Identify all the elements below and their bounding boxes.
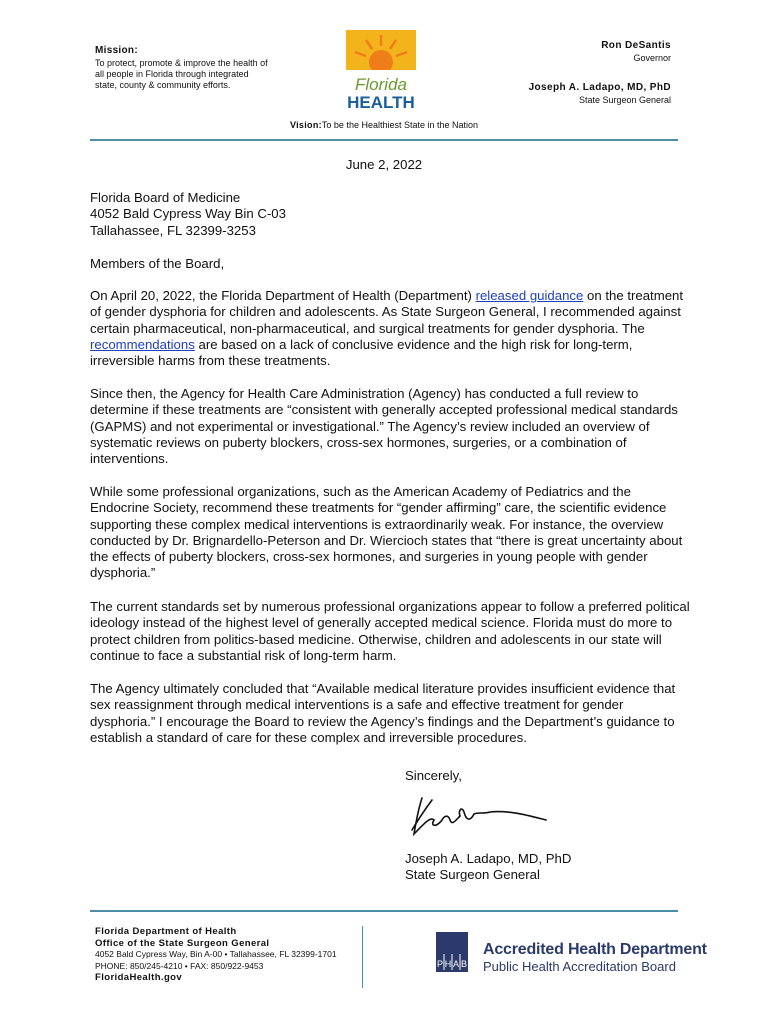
paragraph-3 xyxy=(90,484,690,582)
florida-health-logo xyxy=(342,30,420,110)
recipient-address xyxy=(90,190,690,239)
accreditation-board: Public Health Accreditation Board xyxy=(483,959,676,974)
address-line: Florida Board of Medicine xyxy=(90,190,241,205)
recommendations-link[interactable]: recommendations xyxy=(90,336,195,352)
paragraph-5-text: The Agency ultimately concluded that “Available medical literature provides insufficient evidence that sex reassignment through medical interventions is a safe and effective treatment for gender dysphoria.” I encourage the Board to review the Agency’s findings and the Department’s guidance to establish a standard of care for these complex and irreversible procedures. xyxy=(90,681,676,745)
officials-block xyxy=(529,40,671,106)
vision-text: To be the Healthiest State in the Nation xyxy=(321,120,479,130)
footer-contact xyxy=(95,926,337,984)
phab-logo xyxy=(436,932,468,972)
phab-letter: B xyxy=(460,959,468,969)
footer-website: FloridaHealth.gov xyxy=(95,972,183,983)
signer-block xyxy=(405,851,571,884)
footer-department: Florida Department of Health xyxy=(95,926,237,937)
mission-statement xyxy=(95,45,270,91)
governor-title: Governor xyxy=(633,53,671,63)
phab-letter: A xyxy=(452,959,460,969)
paragraph-1-text: On April 20, 2022, the Florida Department of Health (Department) xyxy=(90,288,476,303)
handwritten-signature xyxy=(400,790,550,845)
accredited-title: Accredited Health Department xyxy=(483,941,707,958)
footer-office: Office of the State Surgeon General xyxy=(95,937,270,949)
mission-text: To protect, promote & improve the health of all people in Florida through integrated state, county & community efforts. xyxy=(95,58,268,90)
vision-label: Vision: xyxy=(289,120,322,130)
paragraph-1-text: on the treatment of gender dysphoria for children and adolescents. As State Surgeon General, I recommended against certain pharmaceutical, non-pharmaceutical, and surgical treatments for gender dysphoria. The xyxy=(90,288,684,336)
paragraph-2 xyxy=(90,386,690,467)
paragraph-4 xyxy=(90,599,690,664)
address-line: 4052 Bald Cypress Way Bin C-03 xyxy=(90,206,286,222)
paragraph-2-text: Since then, the Agency for Health Care Administration (Agency) has conducted a full review to determine if these treatments are “consistent with generally accepted professional medical standards (GAPMS) and not experimental or investigational.” The Agency’s review included an overview of systematic reviews on puberty blockers, cross-sex hormones, surgeries, or a combination of interventions. xyxy=(90,386,678,467)
header-divider xyxy=(90,139,678,141)
signer-title: State Surgeon General xyxy=(405,867,540,883)
paragraph-1-text: are based on a lack of conclusive evidence and the high risk for long-term, irreversible harms from these treatments. xyxy=(90,336,633,369)
logo-word-health: HEALTH xyxy=(347,93,415,110)
closing: Sincerely, xyxy=(405,768,462,783)
paragraph-1 xyxy=(90,288,690,369)
letter-date: June 2, 2022 xyxy=(345,157,423,172)
paragraph-3-text: While some professional organizations, such as the American Academy of Pediatrics and the Endocrine Society, recommend these treatments for “gender affirming” care, the scientific evidence supporting these complex medical interventions is extraordinarily weak. For instance, the overview conducted by Dr. Brignardello-Peterson and Dr. Wiercioch states that “there is great uncertainty about the effects of puberty blockers, cross-sex hormones, and surgeries in young people with gender dysphoria.” xyxy=(90,484,683,581)
footer-divider xyxy=(90,910,678,912)
paragraph-5 xyxy=(90,681,690,746)
logo-word-florida: Florida xyxy=(355,75,407,94)
footer-phone: PHONE: 850/245-4210 • FAX: 850/922-9453 xyxy=(95,960,264,971)
governor-name: Ron DeSantis xyxy=(601,40,671,51)
phab-letter: P xyxy=(436,959,444,969)
vision-statement xyxy=(0,120,768,130)
phab-letter: H xyxy=(444,959,452,969)
released-guidance-link[interactable]: released guidance xyxy=(475,288,584,303)
salutation: Members of the Board, xyxy=(90,256,225,271)
surgeon-general-name: Joseph A. Ladapo, MD, PhD xyxy=(528,82,671,93)
footer-vertical-divider xyxy=(362,926,363,988)
signer-name: Joseph A. Ladapo, MD, PhD xyxy=(405,851,572,866)
address-line: Tallahassee, FL 32399-3253 xyxy=(90,222,256,238)
mission-title: Mission: xyxy=(95,45,138,56)
footer-address: 4052 Bald Cypress Way, Bin A-00 • Tallahassee, FL 32399-1701 xyxy=(95,949,337,959)
paragraph-4-text: The current standards set by numerous professional organizations appear to follow a preferred political ideology instead of the highest level of generally accepted medical science. Florida must do more to protect children from politics-based medicine. Otherwise, children and adolescents in our state will continue to face a substantial risk of long-term harm. xyxy=(90,599,690,663)
surgeon-general-title: State Surgeon General xyxy=(578,95,671,105)
